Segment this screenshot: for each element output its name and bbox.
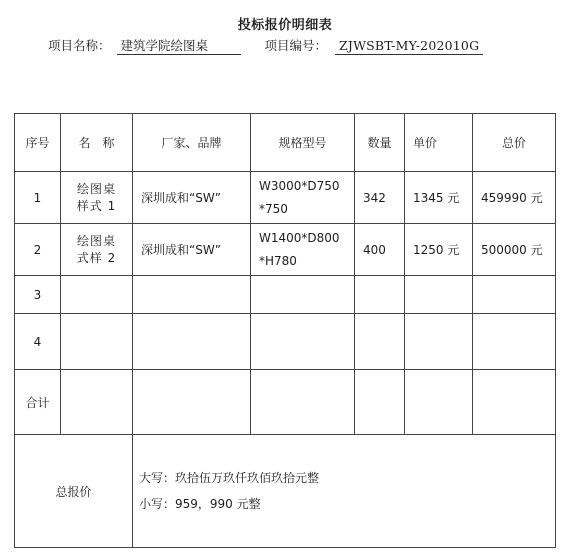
- row-empty-cell: [251, 314, 355, 370]
- grand-total-lowercase: 小写：959，990 元整: [139, 497, 261, 511]
- subtotal-empty-cell: [61, 370, 133, 435]
- row-empty-cell: [251, 276, 355, 314]
- grand-total-amounts: [133, 435, 556, 548]
- row-spec-line1: W3000*D750: [259, 178, 340, 193]
- row-unit-price: 1250 元: [405, 224, 473, 276]
- header-spec: 规格型号: [251, 114, 355, 172]
- row-spec-line2: *H780: [259, 253, 297, 268]
- subtotal-empty-cell: [251, 370, 355, 435]
- row-qty: 342: [355, 172, 405, 224]
- row-empty-cell: [405, 276, 473, 314]
- bid-price-table: [14, 113, 556, 548]
- row-index: 4: [15, 314, 61, 370]
- header-qty: 数量: [355, 114, 405, 172]
- header-total: 总价: [473, 114, 556, 172]
- table-row: [15, 224, 556, 276]
- row-name-line1: 绘图桌: [76, 181, 116, 196]
- project-code-label: 项目编号：: [264, 38, 328, 53]
- project-name-label: 项目名称：: [48, 38, 111, 53]
- row-index: 3: [15, 276, 61, 314]
- row-unit-price: 1345 元: [405, 172, 473, 224]
- subtotal-empty-cell: [133, 370, 251, 435]
- header-maker: 厂家、品牌: [133, 114, 251, 172]
- project-name-value: 建筑学院绘图桌: [117, 39, 241, 55]
- header-unit-price: 单价: [405, 114, 473, 172]
- row-index: 2: [15, 224, 61, 276]
- row-empty-cell: [473, 314, 556, 370]
- row-total: 459990 元: [473, 172, 556, 224]
- row-maker: 深圳成和“SW”: [133, 172, 251, 224]
- row-empty-cell: [355, 314, 405, 370]
- document-title: 投标报价明细表: [237, 18, 333, 33]
- row-index: 1: [15, 172, 61, 224]
- row-name-line2: 式样 2: [76, 250, 117, 265]
- grand-total-row: [15, 435, 556, 548]
- row-empty-cell: [133, 314, 251, 370]
- row-empty-cell: [61, 314, 133, 370]
- row-empty-cell: [405, 314, 473, 370]
- row-name-line2: 样式 1: [76, 198, 117, 213]
- row-spec-line2: *750: [259, 201, 288, 216]
- subtotal-empty-cell: [473, 370, 556, 435]
- project-meta-row: [48, 36, 483, 55]
- row-spec-line1: W1400*D800: [259, 230, 340, 245]
- table-row: [15, 172, 556, 224]
- header-name: 名 称: [61, 114, 133, 172]
- subtotal-empty-cell: [355, 370, 405, 435]
- grand-total-uppercase: 大写：玖拾伍万玖仟玖佰玖拾元整: [139, 471, 320, 485]
- subtotal-empty-cell: [405, 370, 473, 435]
- table-row: [15, 314, 556, 370]
- row-total: 500000 元: [473, 224, 556, 276]
- grand-total-label: 总报价: [15, 435, 133, 548]
- subtotal-row: [15, 370, 556, 435]
- row-qty: 400: [355, 224, 405, 276]
- table-header-row: [15, 114, 556, 172]
- row-spec: [251, 224, 355, 276]
- row-empty-cell: [473, 276, 556, 314]
- row-spec: [251, 172, 355, 224]
- project-code-value: ZJWSBT-MY-202010G: [335, 39, 483, 55]
- subtotal-label: 合计: [15, 370, 61, 435]
- header-index: 序号: [15, 114, 61, 172]
- row-name: [61, 224, 133, 276]
- row-empty-cell: [355, 276, 405, 314]
- row-empty-cell: [133, 276, 251, 314]
- row-name: [61, 172, 133, 224]
- row-empty-cell: [61, 276, 133, 314]
- row-maker: 深圳成和“SW”: [133, 224, 251, 276]
- table-row: [15, 276, 556, 314]
- row-name-line1: 绘图桌: [76, 233, 116, 248]
